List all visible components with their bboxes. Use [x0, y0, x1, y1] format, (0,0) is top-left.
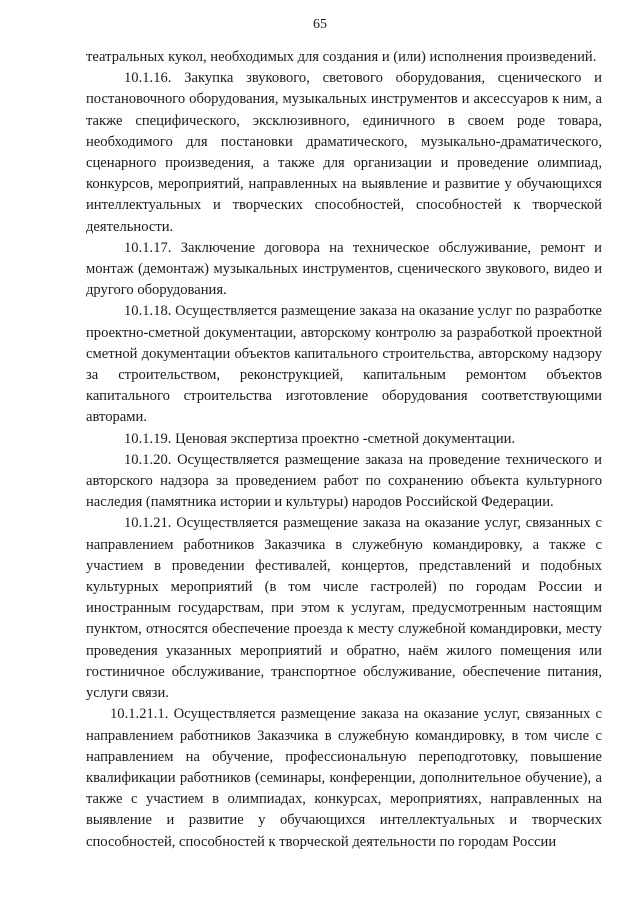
page-number: 65: [313, 17, 327, 32]
paragraph-10-1-21: 10.1.21. Осуществляется размещение заказа на оказание услуг, связанных с направлением работников Заказчика в служебную командировку, а также с участием в проведении фестивалей, концертов, представлений и подобных культурных мероприятий (в том числе гастролей) по городам России и иностранным государствам, при этом к услугам, предусмотренным настоящим пунктом, относятся обеспечение проезда к месту служебной командировки, месту проведения указанных мероприятий и обратно, наём жилого помещения или гостиничное обслуживание, транспортное обслуживание, обеспечение питания, услуги связи.: [86, 515, 602, 702]
paragraph-10-1-18: 10.1.18. Осуществляется размещение заказа на оказание услуг по разработке проектно-сметной документации, авторскому контролю за разработкой проектной сметной документации объектов капитального строительства, авторскому надзору за строительством, реконструкцией, капитальным ремонтом объектов капитального строительства изготовление оборудования соответствующими авторами.: [86, 303, 602, 426]
paragraph-10-1-17: 10.1.17. Заключение договора на техническое обслуживание, ремонт и монтаж (демонтаж) музыкальных инструментов, сценического звукового, видео и другого оборудования.: [86, 239, 602, 299]
document-body: [86, 47, 602, 853]
paragraph-10-1-19: 10.1.19. Ценовая экспертиза проектно -сметной документации.: [124, 430, 516, 447]
paragraph-continuation: театральных кукол, необходимых для создания и (или) исполнения произведений.: [86, 49, 597, 65]
paragraph-10-1-16: 10.1.16. Закупка звукового, светового оборудования, сценического и постановочного оборудования, музыкальных инструментов и аксессуаров к ним, а также специфического, эксклюзивного, единичного в своем роде товара, необходимого для постановки драматического, музыкально-драматического, сценарного произведения, а также для организации и проведение олимпиад, конкурсов, мероприятий, направленных на выявление и развитие у обучающихся интеллектуальных и творческих способностей, способностей к творческой деятельности.: [86, 70, 602, 235]
paragraph-10-1-21-1: 10.1.21.1. Осуществляется размещение заказа на оказание услуг, связанных с направлением работников Заказчика в служебную командировку, в том числе с направлением на обучение, профессиональную переподготовку, повышение квалификации работников (семинары, конференции, дополнительное обучение), а также с участием в олимпиадах, конкурсах, мероприятиях, направленных на выявление и развитие у обучающихся интеллектуальных и творческих способностей, способностей к творческой деятельности по городам России: [86, 706, 602, 850]
paragraph-10-1-20: 10.1.20. Осуществляется размещение заказа на проведение технического и авторского надзора за проведением работ по сохранению объекта культурного наследия (памятника истории и культуры) народов Российской Федерации.: [86, 451, 602, 511]
